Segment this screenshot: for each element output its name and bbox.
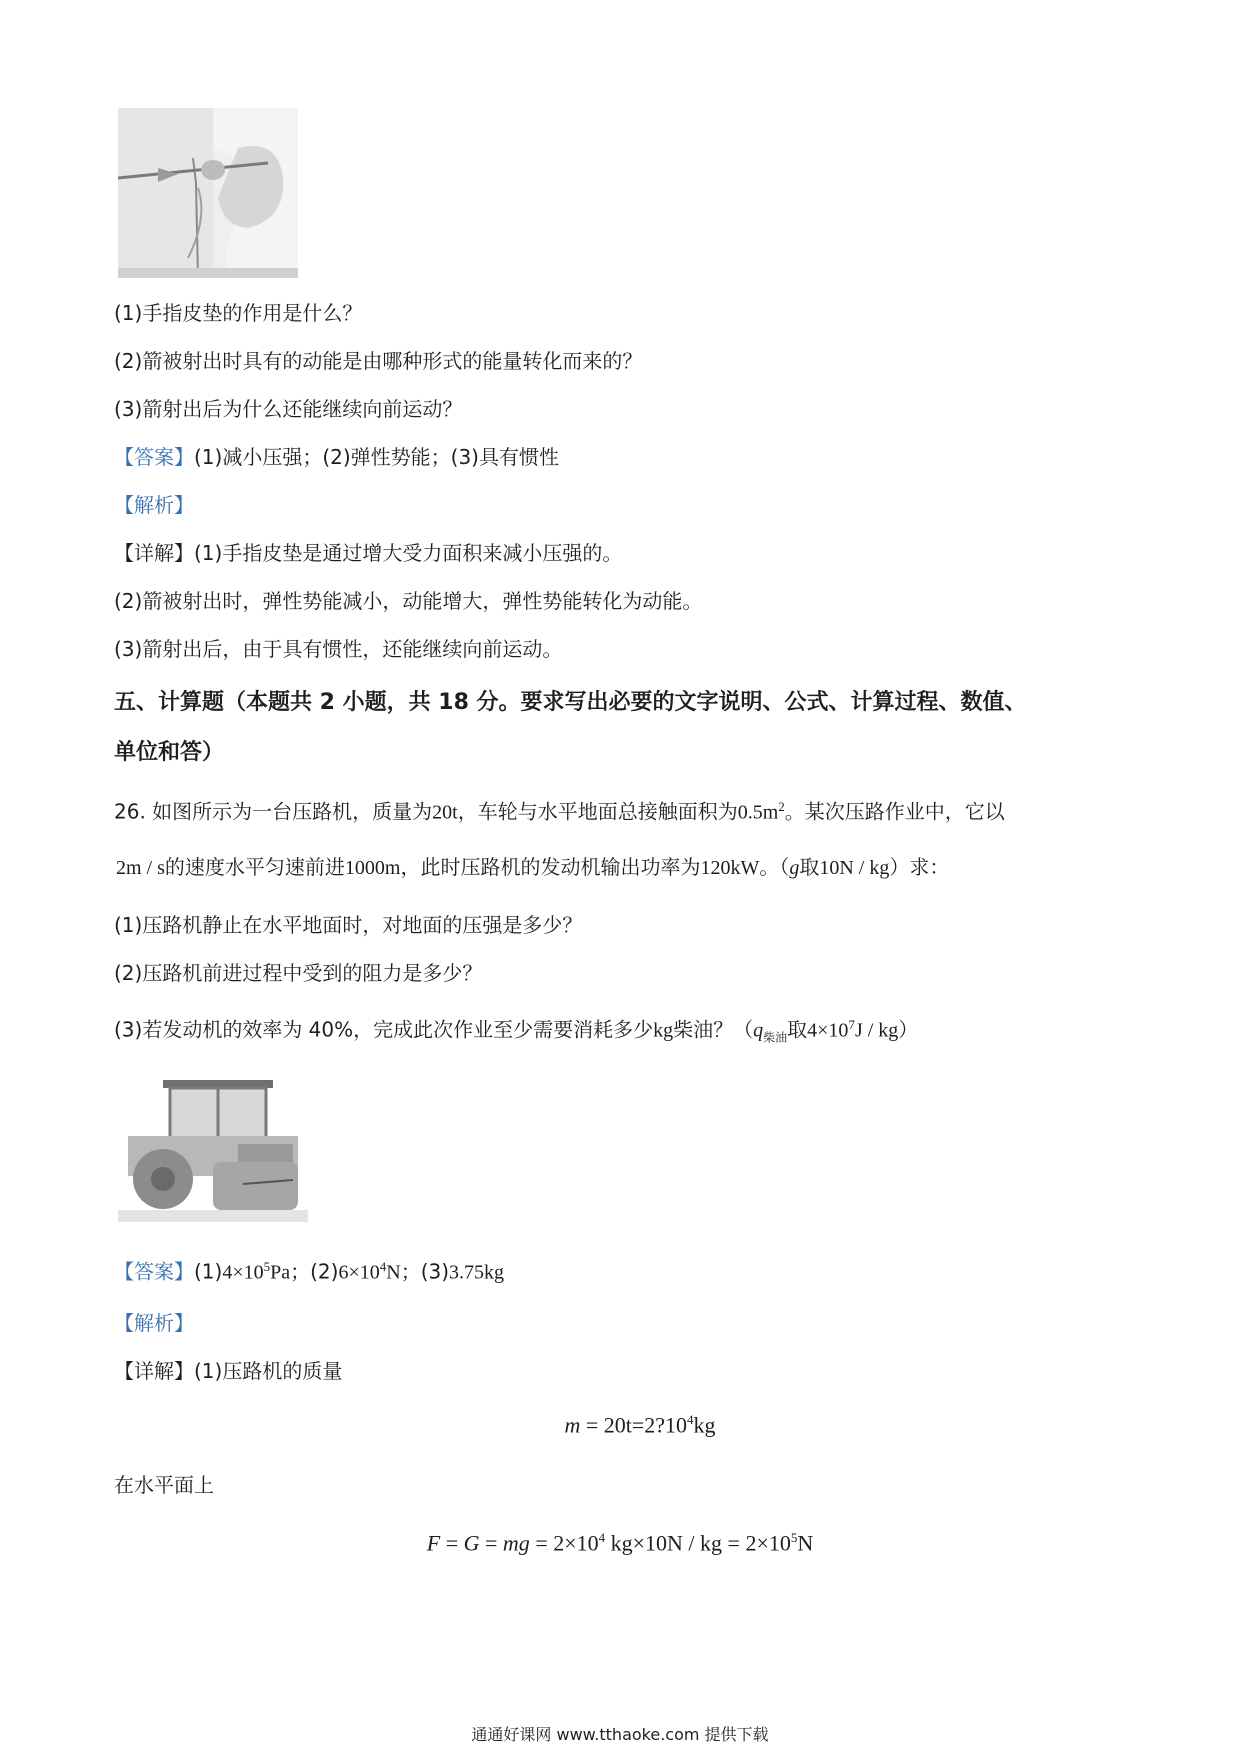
distance-value: 1000m <box>344 857 401 879</box>
sub3-text: (3)若发动机的效率为 40%，完成此次作业至少需要消耗多少 <box>114 1017 654 1042</box>
stem-text: 取 <box>799 855 820 879</box>
stem-text: ，此时压路机的发动机输出功率为 <box>400 855 701 879</box>
eq-exponent: 4 <box>687 1412 694 1427</box>
separator: ； <box>400 1259 421 1284</box>
eq-symbol: m <box>564 1412 581 1438</box>
speed-value: 2m / s <box>116 857 165 879</box>
answer-label: (2) <box>310 1259 339 1284</box>
eq-text: = <box>479 1530 503 1556</box>
eq-text: kg×10N / kg = 2×10 <box>605 1530 791 1556</box>
eq-symbol: F <box>426 1530 441 1556</box>
eq-text: = 2×10 <box>529 1530 599 1556</box>
answer1-value: 4×10 <box>222 1261 264 1284</box>
eq-unit: kg <box>693 1412 716 1438</box>
answer-label: (3) <box>420 1259 450 1284</box>
page-footer: 通通好课网 www.tthaoke.com 提供下载 <box>471 1725 769 1744</box>
q25-detail2: (2)箭被射出时，弹性势能减小，动能增大，弹性势能转化为动能。 <box>114 589 703 613</box>
q26-sub1: (1)压路机静止在水平地面时，对地面的压强是多少？ <box>114 913 583 937</box>
q26-detail1 <box>114 1356 342 1386</box>
eq-exponent: 4 <box>598 1530 606 1545</box>
detail-text: (1)压路机的质量 <box>194 1359 343 1383</box>
q-exponent: 7 <box>848 1017 855 1032</box>
eq-symbol: mg <box>502 1530 530 1556</box>
question-number: 26. <box>114 799 146 824</box>
g-symbol: g <box>789 857 800 879</box>
answer-text: (1)减小压强；(2)弹性势能；(3)具有惯性 <box>194 445 559 469</box>
q26-horizontal-text: 在水平面上 <box>114 1473 214 1497</box>
q26-stem-line2 <box>116 852 949 883</box>
kg-unit: kg <box>653 1019 674 1042</box>
section5-title-line1: 五、计算题（本题共 2 小题，共 18 分。要求写出必要的文字说明、公式、计算过程、数值、 <box>114 690 1027 715</box>
equation-mass <box>0 1412 1240 1438</box>
q25-detail1 <box>114 538 622 568</box>
q-unit: J / kg <box>854 1019 899 1042</box>
answer-tag: 【答案】 <box>114 1259 194 1284</box>
detail-tag: 【详解】 <box>114 541 194 565</box>
q26-analysis-tag: 【解析】 <box>114 1311 194 1335</box>
eq-text: = <box>440 1530 464 1556</box>
eq-unit: N <box>797 1530 814 1556</box>
stem-text: 的速度水平匀速前进 <box>164 855 345 879</box>
area-value: 0.5m <box>737 801 779 824</box>
q25-sub1: (1)手指皮垫的作用是什么？ <box>114 301 363 325</box>
separator: ； <box>290 1259 311 1284</box>
q25-analysis-tag: 【解析】 <box>114 493 194 517</box>
finger-tab-illustration <box>118 108 298 278</box>
eq-symbol: G <box>463 1530 480 1556</box>
stem-text: ）求： <box>889 855 950 879</box>
equation-force <box>0 1530 1240 1556</box>
road-roller-photo <box>118 1074 308 1222</box>
answer1-exponent: 5 <box>263 1259 271 1274</box>
answer1-unit: Pa <box>270 1261 291 1284</box>
sub3-text: 取 <box>787 1017 808 1042</box>
q26-answer <box>114 1252 504 1288</box>
q26-sub2: (2)压路机前进过程中受到的阻力是多少？ <box>114 961 483 985</box>
mass-value: 20t <box>432 801 458 824</box>
answer3-value: 3.75kg <box>449 1261 505 1284</box>
eq-text: = 20t=2?10 <box>580 1412 688 1438</box>
q25-sub2: (2)箭被射出时具有的动能是由哪种形式的能量转化而来的？ <box>114 349 643 373</box>
answer2-value: 6×10 <box>338 1261 380 1284</box>
q-subscript: 柴油 <box>763 1030 788 1045</box>
detail-tag: 【详解】 <box>114 1359 194 1383</box>
answer-label: (1) <box>194 1259 223 1284</box>
answer2-exponent: 4 <box>379 1259 387 1274</box>
q-symbol: q <box>753 1019 764 1042</box>
eq-exponent: 5 <box>790 1530 798 1545</box>
answer2-unit: N <box>386 1261 401 1284</box>
q25-sub3: (3)箭射出后为什么还能继续向前运动？ <box>114 397 463 421</box>
q25-answer <box>114 442 559 472</box>
stem-text: 。某次压路作业中，它以 <box>784 799 1005 824</box>
sub3-text: ） <box>898 1017 919 1042</box>
stem-text: 如图所示为一台压路机，质量为 <box>152 799 433 824</box>
q26-stem-line1 <box>114 792 1005 828</box>
q-value: 4×10 <box>807 1019 849 1042</box>
sub3-text: 柴油？（ <box>673 1017 754 1042</box>
power-value: 120kW <box>700 857 760 879</box>
area-exponent: 2 <box>778 799 785 814</box>
section5-title-line2: 单位和答） <box>114 740 225 765</box>
answer-tag: 【答案】 <box>114 445 194 469</box>
q25-detail3: (3)箭射出后，由于具有惯性，还能继续向前运动。 <box>114 637 563 661</box>
stem-text: ，车轮与水平地面总接触面积为 <box>457 799 738 824</box>
q26-sub3 <box>114 1010 918 1053</box>
g-value: 10N / kg <box>819 857 890 879</box>
road-roller-illustration <box>118 1074 308 1222</box>
stem-text: 。（ <box>759 855 790 879</box>
detail-text: (1)手指皮垫是通过增大受力面积来减小压强的。 <box>194 541 623 565</box>
finger-tab-photo <box>118 108 298 278</box>
